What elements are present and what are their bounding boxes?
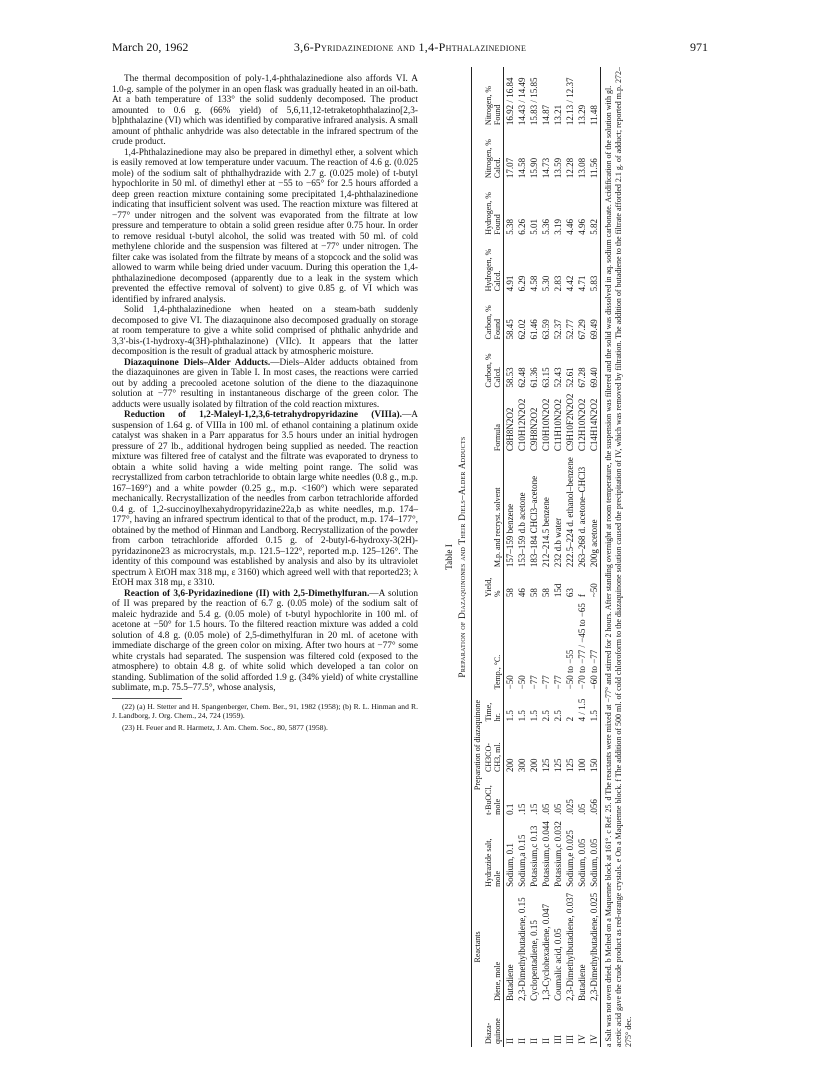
table-cell: .056 — [588, 775, 601, 818]
rotated-table — [444, 67, 716, 1047]
table-cell: 13.29 — [577, 104, 587, 126]
table-cell: II — [517, 1038, 527, 1044]
column-header: Temp., °C. — [483, 600, 504, 692]
table-cell: −77 — [541, 675, 551, 690]
table-body — [504, 67, 601, 1047]
table-cell: .05 — [577, 803, 587, 815]
table-cell: III — [565, 1035, 575, 1044]
table-row — [528, 67, 540, 1047]
table-cell: 153–159 d.b acetone — [517, 492, 527, 568]
table-cell: 125 — [553, 758, 563, 772]
section-text: —A solution of II was prepared by the reaction of 6.7 g. (0.05 mole) of the sodium salt of maleic hydrazide and 5.4 g. (0.05 mole) of t-butyl hypochlorite in 100 ml. of acetone at −50° for 1.5 hours. To the filtered reaction mixture was added a cold solution of 4.8 g. (0.05 mole) of 2,5-dimethylfuran in 20 ml. of acetone with immediate discharge of the green color on mixing. After two hours at −77° some white crystals had separated. The suspension was filtered cold (exposed to the atmosphere) to obtain 4.8 g. of white solid which developed a tan color on standing. Sublimation of the solid afforded 1.9 g. (34% yield) of white crystalline sublimate, m.p. 75.5–77.5°, whose analysis, — [112, 588, 418, 693]
table-cell: 5.36 — [541, 218, 551, 235]
column-header: Nitrogen, % Found — [483, 67, 504, 128]
table-cell: C10H10N2O2 — [541, 398, 551, 452]
table-cell: −50 to −55 — [565, 649, 575, 690]
page-number: 971 — [690, 40, 708, 54]
table-cell: −60 to −77 — [588, 600, 601, 692]
section-diels-alder — [112, 358, 418, 411]
table-cell: Sodium, 0.05 — [588, 818, 601, 890]
group-blank — [472, 1004, 484, 1047]
table-row — [564, 67, 576, 1047]
table-cell: 200g acetone — [588, 454, 601, 570]
table-subcaption: Preparation of Diazaquinones and Their Diels–Alder Adducts — [457, 436, 467, 678]
column-header: Yield, % — [483, 570, 504, 600]
table-cell: 2,3-Dimethylbutadiene, 0.15 — [517, 897, 527, 1001]
table-cell: 4.58 — [529, 275, 539, 292]
table-cell: 5.30 — [541, 275, 551, 292]
column-header: Formula — [483, 391, 504, 455]
table-cell: 4.71 — [577, 275, 587, 292]
table-row — [576, 67, 588, 1047]
table-cell: 13.21 — [553, 104, 563, 126]
table-cell: 150 — [588, 724, 601, 775]
table-cell: 17.07 — [505, 157, 515, 179]
table-cell: 12.28 — [565, 157, 575, 179]
footnote-divider — [112, 698, 182, 699]
table-cell: IV — [577, 1034, 587, 1044]
table-cell: 11.56 — [588, 128, 601, 181]
table-cell: 1,3-Cyclohexadiene, 0.047 — [541, 903, 551, 1001]
table-cell: 4.96 — [577, 218, 587, 235]
table-cell: 14.58 — [517, 157, 527, 179]
table-row — [588, 67, 601, 1047]
table-cell: 125 — [565, 758, 575, 772]
table-cell: C9H10F2N2O2 — [565, 393, 575, 452]
table-cell: 2.83 — [553, 275, 563, 292]
section-reduction — [112, 410, 418, 589]
column-header: Time, hr. — [483, 692, 504, 724]
table-cell: 13.08 — [577, 157, 587, 179]
table-cell: −77 — [529, 675, 539, 690]
table-cell: C10H12N2O2 — [517, 398, 527, 452]
column-header: M.p. and recryst. solvent — [483, 454, 504, 570]
column-header: Carbon, % Calcd. — [483, 342, 504, 390]
table-cell: C11H10N2O2 — [553, 398, 563, 452]
table-cell: C9H8N2O2 — [529, 407, 539, 452]
column-header: Hydrazide salt, mole — [483, 818, 504, 890]
paragraph-solid-decomposition: Solid 1,4-phthalazinedione when heated on a steam-bath suddenly decomposed to give VI. The diazaquinone also decomposed gradually on storage at room temperature to give a white solid comprised of phthalic anhydride and 3,3′-bis-(1-hydroxy-4(3H)-phthalazinone) (VIIc). It appears that the latter decomposition is the result of gradual attack by atmospheric moisture. — [112, 305, 418, 357]
table-cell: 200 — [529, 758, 539, 772]
table-footnotes: a Salt was not oven dried. b Melted on a Maquenne block at 161°. c Ref. 25. d The reactants were mixed at −77° and stirred for 2 hours. After standing overnight at room temperature, the suspension was filtered and the solid was dissolved in aq. sodium carbonate. Acidification of the solution with gl. acetic acid gave the crude product as red-orange crystals. e On a Maquenne block. f The addition of 500 ml. of cold chloroform to the diazaquinone solution caused the precipitation of IV, which was removed by filtration. The addition of butadiene to the filtrate afforded 2.1 g. of adduct; reported m.p. 272–275° dec. — [604, 67, 633, 1047]
table-cell: 52.43 — [553, 367, 563, 388]
table-row — [552, 67, 564, 1047]
group-blank-right — [472, 67, 484, 600]
table-cell: IV — [588, 1004, 601, 1047]
table-cell: 69.40 — [588, 342, 601, 390]
column-header: Diene, mole — [483, 890, 504, 1004]
table-cell: 5.83 — [588, 238, 601, 295]
table-cell: 67.29 — [577, 319, 587, 340]
table-row — [540, 67, 552, 1047]
table-cell: Sodium, 0.05 — [577, 838, 587, 887]
table-cell: .15 — [517, 803, 527, 815]
table-cell: 1.5 — [588, 692, 601, 724]
table-cell: 2.5 — [541, 710, 551, 722]
table-cell: 62.48 — [517, 367, 527, 388]
column-header: Hydrogen, % Found — [483, 181, 504, 238]
table-cell: 52.37 — [553, 319, 563, 340]
table-cell: 12.13 / 12.37 — [565, 77, 575, 126]
table-cell: 52.61 — [565, 367, 575, 388]
table-cell: 2,3-Dimethylbutadiene, 0.037 — [565, 892, 575, 1001]
table-cell: .15 — [529, 803, 539, 815]
table-cell: 16.92 / 16.84 — [505, 77, 515, 126]
table-caption: Table I — [444, 544, 454, 570]
section-dimethylfuran — [112, 589, 418, 694]
table-cell: 61.36 — [529, 367, 539, 388]
table-cell: 4 / 1.5 — [577, 698, 587, 722]
table-cell: 1.5 — [517, 710, 527, 722]
table-cell: 14.43 / 14.49 — [517, 77, 527, 126]
column-header: Diaza-quinone — [483, 1004, 504, 1047]
left-text-column — [112, 74, 418, 732]
table-cell: 2 — [565, 716, 575, 722]
table-cell: 4.46 — [565, 218, 575, 235]
column-header: CH3CO-CH3, ml. — [483, 724, 504, 775]
table-cell: 15d — [553, 583, 563, 598]
data-table — [471, 67, 601, 1047]
group-reactants: Reactants — [472, 890, 484, 1004]
paragraph-dimethyl-ether: 1,4-Phthalazinedione may also be prepared in dimethyl ether, a solvent which is easily removed at low temperature under vacuum. The reaction of 4.6 g. (0.025 mole) of the sodium salt of phthalhydrazide with 2.7 g. (0.025 mole) of t-butyl hypochlorite in 50 ml. of dimethyl ether at −55 to −65° for 2.5 hours afforded a deep green reaction mixture containing some precipitated 1,4-phthalazinedione indicating that insufficient solvent was used. The reaction mixture was filtered at −77° under nitrogen and the solvent was evaporated from the filtrate at low pressure and temperature to obtain a solid green residue after 0.75 hour. In order to remove residual t-butyl alcohol, the solid was treated with 50 ml. of cold methylene chloride and the suspension was filtered at −77° under nitrogen. The filter cake was isolated from the filtrate by means of a stopcock and the solid was allowed to warm while being dried under vacuum. During this operation the 1,4-phthalazinedione decomposed (apparently due to a leak in the system which prevented the effective removal of solvent) to give 0.85 g. of VI which was identified by infrared analysis. — [112, 147, 418, 305]
table-cell: 222.5–224 d. ethanol–benzene — [565, 457, 575, 568]
section-title: Diazaquinone Diels–Alder Adducts. — [124, 357, 271, 368]
footnote-22: (22) (a) H. Stetter and H. Spangenberger, Chem. Ber., 91, 1982 (1958); (b) R. L. Hinman and R. J. Landborg, J. Org. Chem., 24, 724 (1959). — [112, 701, 418, 720]
table-cell: −77 — [553, 675, 563, 690]
page-header — [112, 40, 708, 56]
table-cell: 3.19 — [553, 218, 563, 235]
table-cell: 263–268 d. acetone–CHCl3 — [577, 466, 587, 568]
table-cell: Coumalic acid, 0.05 — [553, 928, 563, 1001]
table-cell: 63 — [565, 588, 575, 598]
table-header-row — [483, 67, 504, 1047]
group-preparation: Preparation of diazaquinone — [472, 600, 484, 890]
table-cell: 212–214.5 benzene — [541, 497, 551, 568]
table-cell: ~50 — [588, 570, 601, 600]
table-cell: 5.38 — [505, 218, 515, 235]
section-title: Reaction of 3,6-Pyridazinedione (II) with 2,5-Dimethylfuran. — [124, 588, 370, 599]
table-cell: f — [577, 594, 587, 598]
table-cell: 63.59 — [541, 319, 551, 340]
table-cell: Sodium,a 0.15 — [517, 834, 527, 887]
table-cell: 63.15 — [541, 367, 551, 388]
footnote-23: (23) H. Feuer and R. Harmetz, J. Am. Chem. Soc., 80, 5877 (1958). — [122, 722, 328, 732]
table-cell: 6.29 — [517, 275, 527, 292]
table-cell: .025 — [565, 799, 575, 815]
table-cell: Sodium, 0.1 — [505, 843, 515, 887]
table-row — [516, 67, 528, 1047]
table-group-header-row — [472, 67, 484, 1047]
table-cell: 13.59 — [553, 157, 563, 179]
table-cell: 62.02 — [517, 319, 527, 340]
table-cell: 58 — [505, 588, 515, 598]
table-cell: 157–159 benzene — [505, 503, 515, 568]
table-cell: II — [541, 1038, 551, 1044]
table-cell: 200 — [505, 758, 515, 772]
table-cell: C14H14N2O2 — [588, 391, 601, 455]
table-row — [504, 67, 517, 1047]
table-cell: 4.91 — [505, 275, 515, 292]
table-cell: 46 — [517, 588, 527, 598]
section-text: —Diels–Alder adducts obtained from the diazaquinones are given in Table I. In most cases, the reactions were carried out by adding a precooled acetone solution of the diene to the diazaquinone solution at −77° resulting in instantaneous discharge of the green color. The adducts were usually isolated by filtration of the cold reaction mixtures. — [112, 357, 418, 410]
table-cell: .05 — [541, 803, 551, 815]
table-cell: 15.83 / 15.85 — [529, 77, 539, 126]
table-cell: 14.73 — [541, 157, 551, 179]
table-cell: −70 to −77 / −45 to −65 — [577, 603, 587, 690]
table-cell: III — [553, 1035, 563, 1044]
table-cell: II — [505, 1038, 515, 1044]
table-cell: 58 — [541, 588, 551, 598]
column-header: Nitrogen, % Calcd. — [483, 128, 504, 181]
table-cell: Butadiene — [577, 964, 587, 1001]
table-cell: 5.82 — [588, 181, 601, 238]
table-cell: C12H10N2O2 — [577, 398, 587, 452]
table-cell: C8H8N2O2 — [505, 407, 515, 452]
table-cell: 61.46 — [529, 319, 539, 340]
column-header: Hydrogen, % Calcd. — [483, 238, 504, 295]
table-cell: 67.28 — [577, 367, 587, 388]
table-cell: 183–184 CHCl3–acetone — [529, 475, 539, 568]
table-cell: 2.5 — [553, 710, 563, 722]
table-cell: Potassium,c 0.032 — [553, 821, 563, 887]
table-cell: −50 — [505, 675, 515, 690]
table-cell: 125 — [541, 758, 551, 772]
table-cell: .05 — [553, 803, 563, 815]
journal-date: March 20, 1962 — [112, 40, 189, 54]
table-cell: −50 — [517, 675, 527, 690]
table-cell: 0.1 — [505, 803, 515, 815]
column-header: t-BuOCl, mole — [483, 775, 504, 818]
table-cell: 2,3-Dimethylbutadiene, 0.025 — [588, 890, 601, 1004]
paragraph-thermal-decomposition: The thermal decomposition of poly-1,4-phthalazinedione also affords VI. A 1.0-g. sample of the polymer in an open flask was gradually heated in an oil-bath. At a bath temperature of 133° the solid suddenly decomposed. The product amounted to 0.6 g. (66% yield) of 5,6,11,12-tetraketophthalazino[2,3-b]phthalazine (VI) which was identified by comparative infrared analysis. A small amount of phthalic anhydride was also detectable in the infrared spectrum of the crude product. — [112, 74, 418, 147]
table-cell: II — [529, 1038, 539, 1044]
column-header: Carbon, % Found — [483, 294, 504, 342]
table-cell: Potassium,c 0.13 — [529, 825, 539, 887]
table-cell: Butadiene — [505, 964, 515, 1001]
table-cell: Sodium,e 0.025 — [565, 830, 575, 887]
running-title: 3,6-Pyridazinedione and 1,4-Phthalazinedione — [293, 40, 527, 54]
table-cell: 1.5 — [529, 710, 539, 722]
section-title: Reduction of 1,2-Maleyl-1,2,3,6-tetrahydropyridazine (VIIIa). — [124, 410, 402, 420]
table-cell: 52.77 — [565, 319, 575, 340]
table-cell: 4.42 — [565, 275, 575, 292]
table-cell: 58.53 — [505, 367, 515, 388]
table-cell: 232 d.b water — [553, 517, 563, 568]
table-cell: 14.87 — [541, 104, 551, 126]
table-cell: 58 — [529, 588, 539, 598]
table-cell: 6.26 — [517, 218, 527, 235]
table-cell: 11.48 — [588, 67, 601, 128]
table-cell: 5.01 — [529, 218, 539, 235]
table-cell: Potassium,c 0.044 — [541, 821, 551, 887]
table-cell: 15.90 — [529, 157, 539, 179]
table-cell: 100 — [577, 758, 587, 772]
table-cell: 1.5 — [505, 710, 515, 722]
table-cell: 58.45 — [505, 319, 515, 340]
table-cell: Cyclopentadiene, 0.15 — [529, 920, 539, 1001]
table-cell: 69.49 — [588, 294, 601, 342]
table-cell: 300 — [517, 758, 527, 772]
section-text: —A suspension of 1.64 g. of VIIIa in 100 ml. of ethanol containing a platinum oxide catalyst was shaken in a Parr apparatus for 3.5 hours under an initial hydrogen pressure of 27 lb., additional hydrogen being supplied as needed. The reaction mixture was filtered free of catalyst and the filtrate was evaporated to dryness to obtain a white solid having a wide melting point range. The solid was recrystallized from carbon tetrachloride to obtain large white needles (0.8 g., m.p. 167–169°) and a white powder (0.25 g., m.p. <160°) which were separated mechanically. Recrystallization of the needles from carbon tetrachloride afforded 0.4 g. of 1,2-succinoylhexahydropyridazine22a,b as white needles, m.p. 174–177°, having an infrared spectrum identical to that of the product, m.p. 174–177°, obtained by the method of Hinman and Landborg. Recrystallization of the powder from carbon tetrachloride afforded 0.15 g. of 2-butyl-6-hydroxy-3(2H)-pyridazinone23 as microcrystals, m.p. 121.5–122°, reported m.p. 125–126°. The identity of this compound was established by analysis and also by its ultraviolet spectrum λ EtOH max 318 mμ, ε 3160) which agreed well with that reported23; λ EtOH max 318 mμ, ε 3310. — [112, 410, 418, 588]
